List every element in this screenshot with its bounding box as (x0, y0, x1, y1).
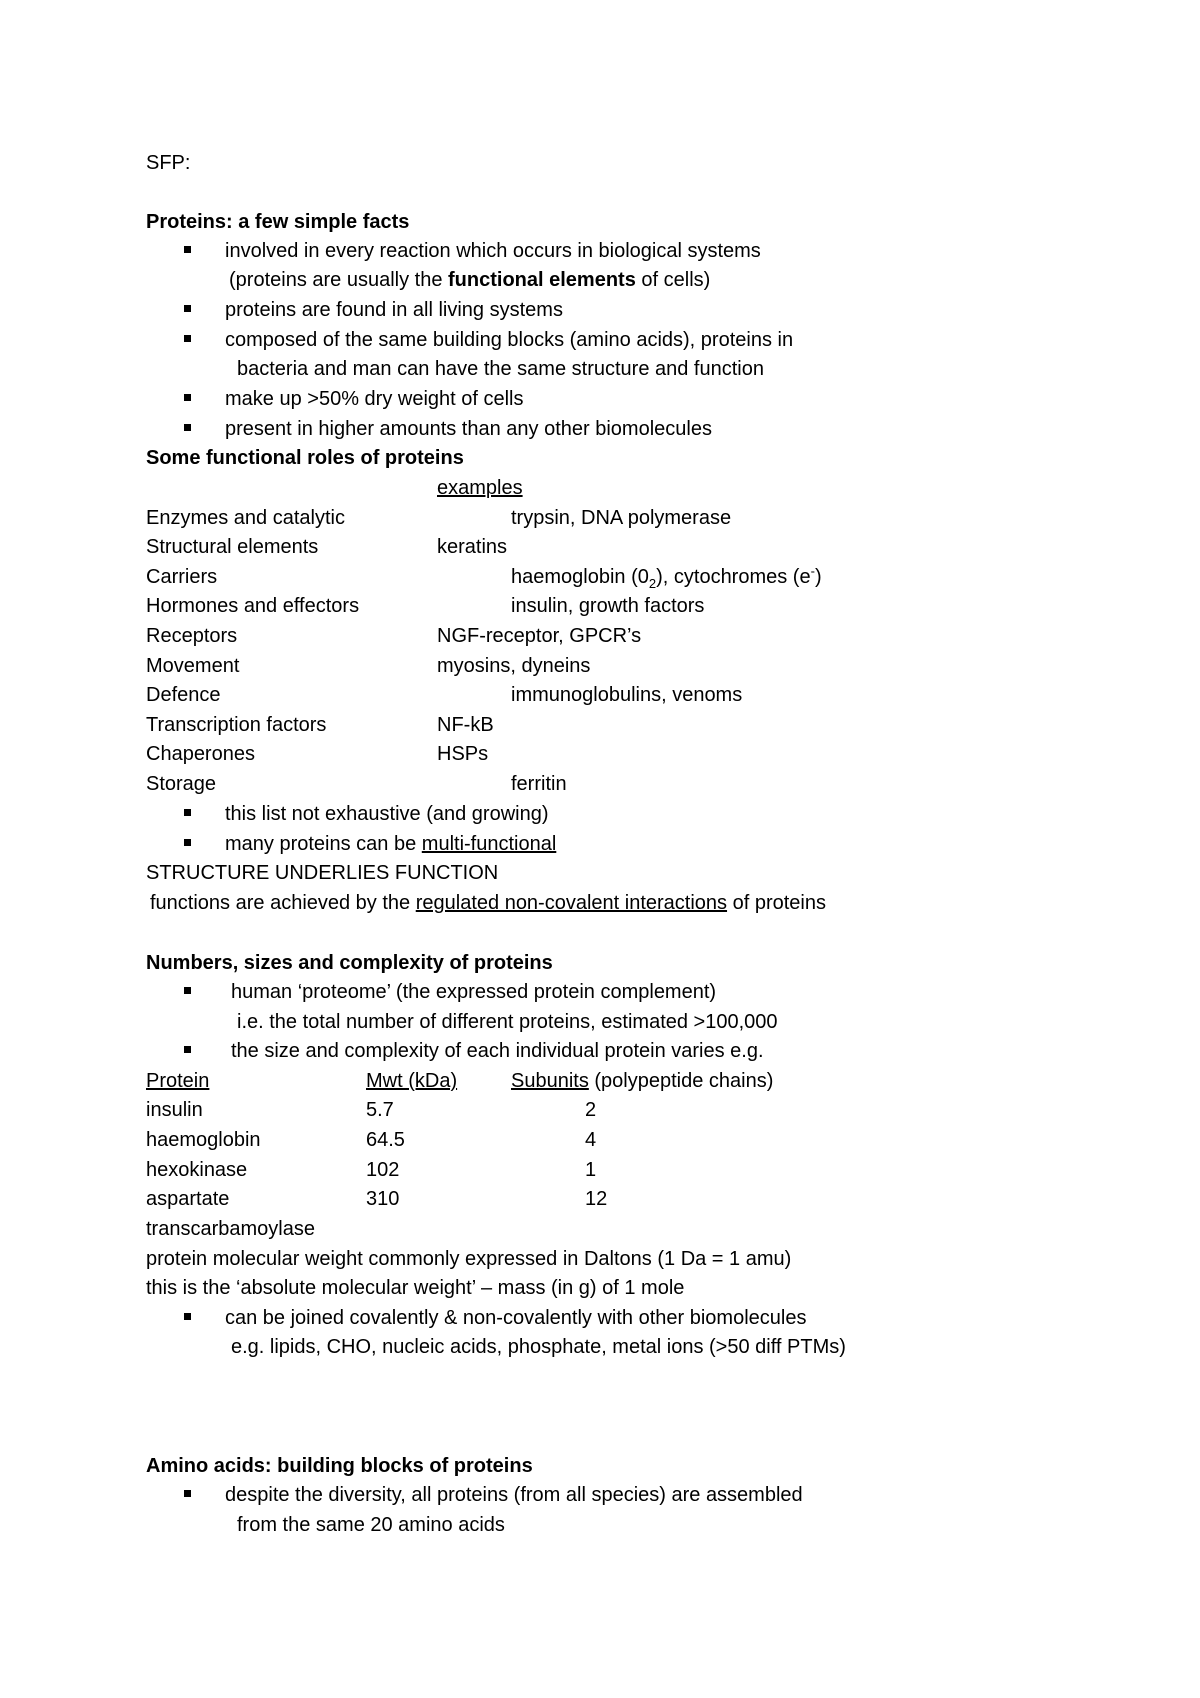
facts-bullet-5: present in higher amounts than any other biomolecules (225, 418, 712, 440)
role-example: myosins, dyneins (437, 655, 591, 677)
role-label: Chaperones (146, 743, 255, 765)
role-label: Hormones and effectors (146, 595, 360, 617)
role-label: Carriers (146, 566, 218, 588)
table-header-mwt: Mwt (kDa) (366, 1070, 458, 1092)
bullet-square-icon (184, 305, 191, 312)
facts-bullet-4: make up >50% dry weight of cells (225, 388, 524, 410)
table-cell-mwt: 5.7 (366, 1099, 394, 1121)
bullet-square-icon (184, 246, 191, 253)
bullet-square-icon (184, 987, 191, 994)
role-label: Storage (146, 773, 217, 795)
roles-bullet-2: many proteins can be multi-functional (225, 833, 557, 855)
numbers-bullet-3-line-1: can be joined covalently & non-covalently with other biomolecules (225, 1307, 807, 1329)
facts-bullet-3-line-2: bacteria and man can have the same structure and function (237, 358, 764, 380)
page-title: SFP: (146, 152, 191, 174)
role-example: haemoglobin $(0_2)$, cytochromes (e-) (511, 563, 822, 591)
numbers-bullet-2: the size and complexity of each individual protein varies e.g. (231, 1040, 764, 1062)
role-example: HSPs (437, 743, 489, 765)
numbers-bullet-1-line-1: human ‘proteome’ (the expressed protein complement) (231, 981, 717, 1003)
functions-line: functions are achieved by the regulated non-covalent interactions of proteins (150, 892, 826, 914)
table-cell-mwt: 310 (366, 1188, 400, 1210)
facts-bullet-1-line-2: (proteins are usually the functional elements of cells) (229, 269, 711, 291)
roles-bullet-1: this list not exhaustive (and growing) (225, 803, 549, 825)
amino-heading: Amino acids: building blocks of proteins (146, 1455, 533, 1477)
table-cell-protein: aspartate (146, 1188, 230, 1210)
table-cell-subunits: 1 (585, 1159, 597, 1181)
role-example: NF-kB (437, 714, 494, 736)
table-cell-protein: haemoglobin (146, 1129, 261, 1151)
table-header-subunits: Subunits (polypeptide chains) (511, 1070, 774, 1092)
table-cell-protein-continued: transcarbamoylase (146, 1218, 315, 1240)
table-cell-subunits: 12 (585, 1188, 608, 1210)
bullet-square-icon (184, 1313, 191, 1320)
role-label: Structural elements (146, 536, 319, 558)
bullet-square-icon (184, 335, 191, 342)
multi-functional-emphasis: multi-functional (421, 833, 557, 855)
bullet-square-icon (184, 809, 191, 816)
role-example: immunoglobulins, venoms (511, 684, 743, 706)
bullet-square-icon (184, 1046, 191, 1053)
role-example: insulin, growth factors (511, 595, 705, 617)
table-cell-subunits: 4 (585, 1129, 597, 1151)
bullet-square-icon (184, 394, 191, 401)
role-label: Movement (146, 655, 240, 677)
numbers-bullet-1-line-2: i.e. the total number of different proteins, estimated >100,000 (237, 1011, 778, 1033)
facts-bullet-2: proteins are found in all living systems (225, 299, 563, 321)
bullet-square-icon (184, 1490, 191, 1497)
bullet-square-icon (184, 424, 191, 431)
mw-line-2: this is the ‘absolute molecular weight’ – mass (in g) of 1 mole (146, 1277, 685, 1299)
role-label: Transcription factors (146, 714, 327, 736)
regulated-interactions-emphasis: regulated non-covalent interactions (415, 892, 728, 914)
numbers-bullet-3-line-2: e.g. lipids, CHO, nucleic acids, phosphate, metal ions (>50 diff PTMs) (231, 1336, 846, 1358)
table-cell-subunits: 2 (585, 1099, 597, 1121)
role-example: trypsin, DNA polymerase (511, 507, 732, 529)
role-label: Receptors (146, 625, 238, 647)
table-cell-mwt: 64.5 (366, 1129, 405, 1151)
table-header-protein: Protein (146, 1070, 210, 1092)
role-label: Enzymes and catalytic (146, 507, 345, 529)
facts-bullet-3-line-1: composed of the same building blocks (amino acids), proteins in (225, 329, 794, 351)
table-cell-protein: insulin (146, 1099, 203, 1121)
functional-elements-emphasis: functional elements (448, 269, 636, 291)
amino-bullet-1-line-2: from the same 20 amino acids (237, 1514, 505, 1536)
numbers-heading: Numbers, sizes and complexity of proteins (146, 952, 553, 974)
structure-heading: STRUCTURE UNDERLIES FUNCTION (146, 862, 499, 884)
bullet-square-icon (184, 839, 191, 846)
role-label: Defence (146, 684, 221, 706)
role-example: keratins (437, 536, 508, 558)
roles-heading: Some functional roles of proteins (146, 447, 464, 469)
role-example: NGF-receptor, GPCR’s (437, 625, 642, 647)
role-example: ferritin (511, 773, 567, 795)
examples-column-header: examples (437, 477, 523, 499)
facts-bullet-1-line-1: involved in every reaction which occurs in biological systems (225, 240, 761, 262)
mw-line-1: protein molecular weight commonly expressed in Daltons (1 Da = 1 amu) (146, 1248, 792, 1270)
facts-heading: Proteins: a few simple facts (146, 211, 410, 233)
table-cell-protein: hexokinase (146, 1159, 248, 1181)
amino-bullet-1-line-1: despite the diversity, all proteins (from all species) are assembled (225, 1484, 803, 1506)
table-cell-mwt: 102 (366, 1159, 400, 1181)
